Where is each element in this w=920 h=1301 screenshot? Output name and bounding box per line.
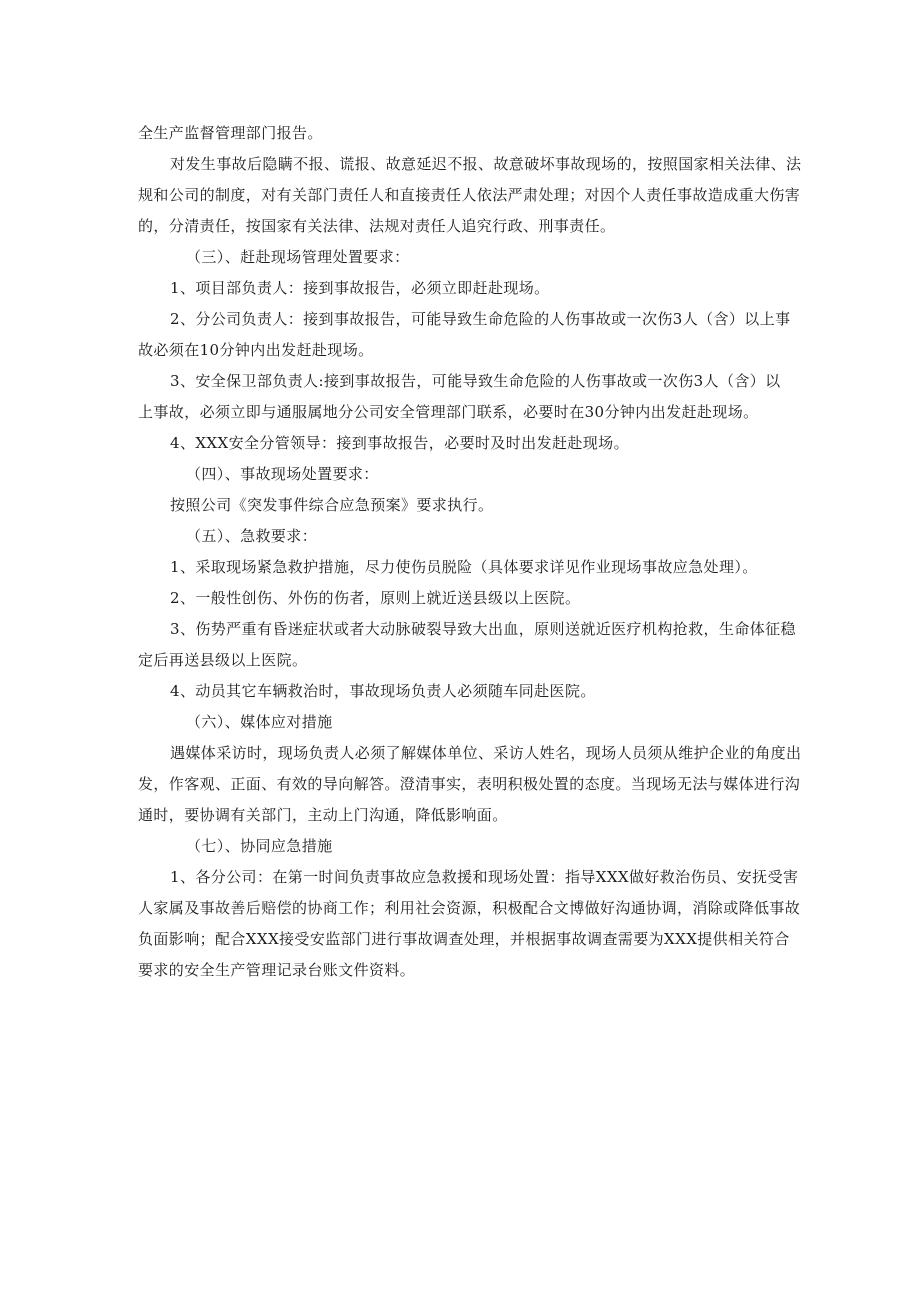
paragraph-line: 规和公司的制度，对有关部门责任人和直接责任人依法严肃处理；对因个人责任事故造成重大伤害 (138, 186, 801, 204)
paragraph-line: 的，分清责任，按国家有关法律、法规对责任人追究行政、刑事责任。 (138, 217, 616, 235)
paragraph-line: 对发生事故后隐瞒不报、谎报、故意延迟不报、故意破坏事故现场的，按照国家相关法律、法 (170, 155, 802, 173)
list-item: 1、项目部负责人：接到事故报告，必须立即赶赴现场。 (170, 279, 550, 297)
section-heading: （五）、急救要求： (186, 527, 318, 545)
list-item: 1、采取现场紧急救护措施，尽力使伤员脱险（具体要求详见作业现场事故应急处理）。 (170, 558, 758, 576)
list-item: 2、一般性创伤、外伤的伤者，原则上就近送县级以上医院。 (170, 589, 581, 607)
paragraph-line: 遇媒体采访时，现场负责人必须了解媒体单位、采访人姓名，现场人员须从维护企业的角度出 (170, 744, 802, 762)
paragraph-line: 上事故，必须立即与通服属地分公司安全管理部门联系，必要时在30分钟内出发赶赴现场。 (138, 403, 759, 421)
list-item: 4、XXX安全分管领导：接到事故报告，必要时及时出发赶赴现场。 (170, 434, 629, 452)
list-item: 3、伤势严重有昏迷症状或者大动脉破裂导致大出血，原则送就近医疗机构抢救，生命体征稳 (170, 620, 796, 638)
section-heading: （六）、媒体应对措施 (186, 713, 333, 731)
paragraph-line: 负面影响；配合XXX接受安监部门进行事故调查处理，并根据事故调查需要为XXX提供相关符合 (138, 930, 790, 948)
paragraph-line: 人家属及事故善后赔偿的协商工作；利用社会资源，积极配合文博做好沟通协调，消除或降低事故 (138, 899, 801, 917)
paragraph-line: 定后再送县级以上医院。 (138, 651, 308, 669)
list-item: 4、动员其它车辆救治时，事故现场负责人必须随车同赴医院。 (170, 682, 596, 700)
paragraph-line: 要求的安全生产管理记录台账文件资料。 (138, 961, 416, 979)
paragraph-line: 通时，要协调有关部门，主动上门沟通，降低影响面。 (138, 806, 508, 824)
section-heading: （四）、事故现场处置要求： (186, 465, 379, 483)
list-item: 3、安全保卫部负责人:接到事故报告，可能导致生命危险的人伤事故或一次伤3人（含）以 (170, 372, 781, 390)
list-item: 2、分公司负责人：接到事故报告，可能导致生命危险的人伤事故或一次伤3人（含）以上事 (170, 310, 791, 328)
paragraph-line: 故必须在10分钟内出发赶赴现场。 (138, 341, 374, 359)
paragraph-line: 全生产监督管理部门报告。 (138, 124, 323, 142)
section-heading: （三）、赶赴现场管理处置要求： (186, 248, 410, 266)
paragraph-line: 发，作客观、正面、有效的导向解答。澄清事实，表明积极处置的态度。当现场无法与媒体进行沟 (138, 775, 801, 793)
section-heading: （七）、协同应急措施 (186, 837, 333, 855)
document-body (138, 118, 808, 986)
paragraph-line: 按照公司《突发事件综合应急预案》要求执行。 (170, 496, 494, 514)
list-item: 1、各分公司：在第一时间负责事故应急救援和现场处置：指导XXX做好救治伤员、安抚受害 (170, 868, 799, 886)
